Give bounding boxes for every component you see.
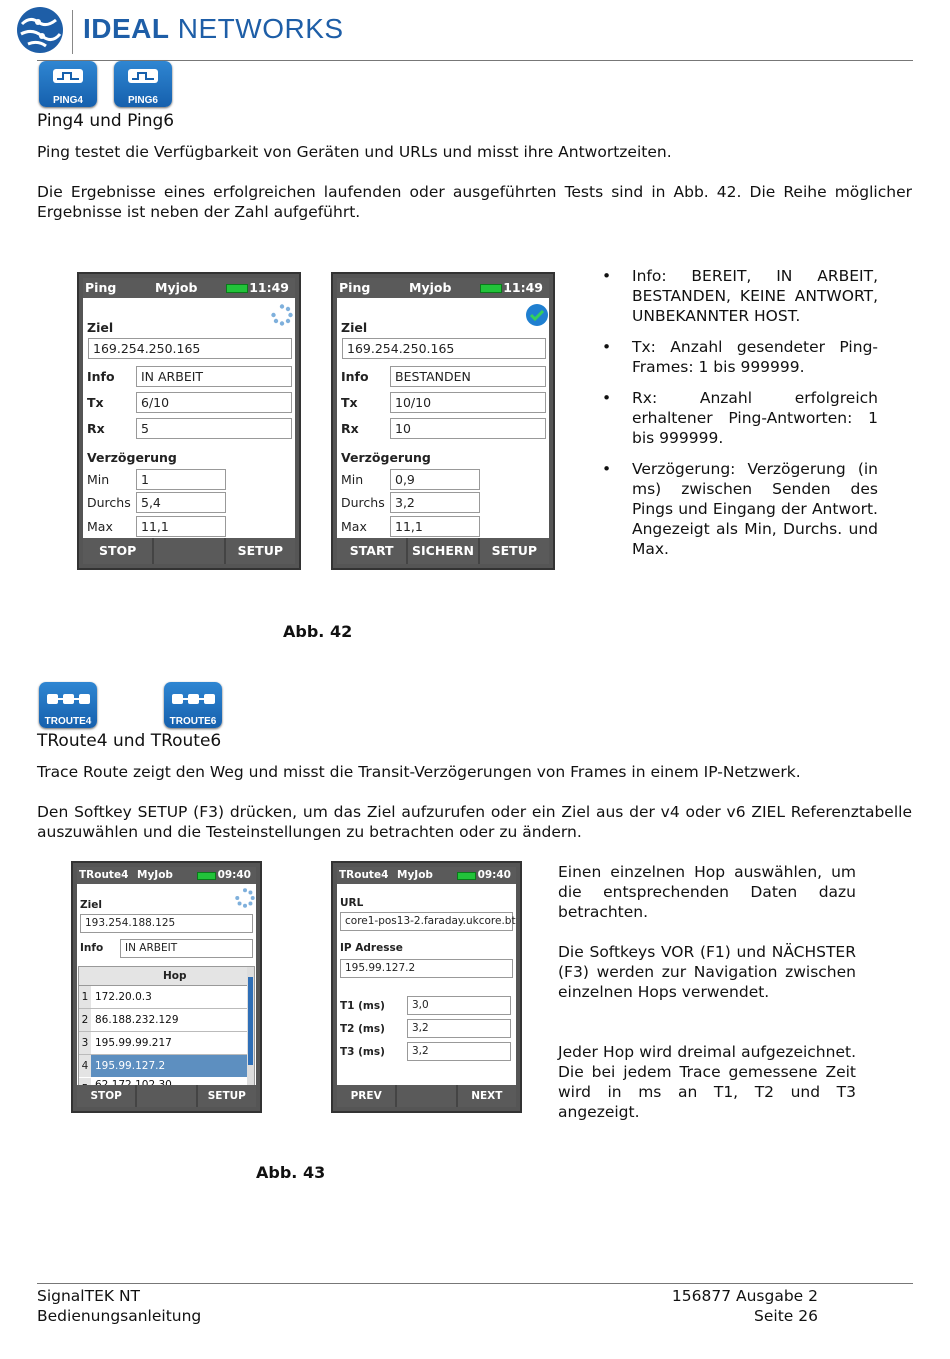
info-label: Info	[87, 369, 115, 384]
prev-softkey[interactable]: PREV	[337, 1085, 397, 1107]
table-row[interactable]	[79, 986, 254, 1009]
app-name: TRoute4	[339, 869, 389, 881]
list-item: • Rx: Anzahl erfolgreich erhaltener Ping-Antworten: 1 bis 999999.	[602, 388, 878, 448]
job-name: Myjob	[409, 280, 452, 295]
delay-label: Verzögerung	[87, 450, 177, 465]
ping-screen-running	[77, 272, 301, 570]
company-logo	[16, 6, 64, 54]
clock-time: 11:49	[503, 280, 543, 295]
ping4-app-icon: PING4	[39, 61, 97, 107]
t3-field: 3,2	[407, 1042, 511, 1061]
ping-result-list	[602, 266, 878, 570]
ziel-label: Ziel	[341, 320, 368, 335]
job-name: MyJob	[397, 869, 433, 881]
troute-setup-paragraph: Den Softkey SETUP (F3) drücken, um das Ziel aufzurufen oder ein Ziel aus der v4 oder v6 ZIEL Referenztabelle auszuwählen und die Testeinstellungen zu betrachten oder zu ändern.	[37, 803, 912, 841]
stop-softkey[interactable]: STOP	[77, 1085, 137, 1107]
tx-label: Tx	[341, 395, 358, 410]
troute-screen-hop-detail	[331, 861, 522, 1113]
hop-ip: 86.188.232.129	[95, 1014, 179, 1026]
ziel-field[interactable]: 169.254.250.165	[88, 338, 292, 359]
avg-label: Durchs	[87, 495, 131, 510]
ip-address-label: IP Adresse	[340, 942, 403, 954]
hop-select-paragraph: Einen einzelnen Hop auswählen, um die entsprechenden Daten dazu betrachten.	[558, 863, 856, 921]
footer-product: SignalTEK NT	[37, 1287, 141, 1305]
job-name: Myjob	[155, 280, 198, 295]
troute4-app-icon: TROUTE4	[39, 682, 97, 728]
empty-softkey[interactable]	[154, 538, 225, 564]
ping-screen-passed	[331, 272, 555, 570]
tx-field: 6/10	[136, 392, 292, 413]
tx-label: Tx	[87, 395, 104, 410]
max-field: 11,1	[136, 516, 226, 537]
ziel-label: Ziel	[87, 320, 114, 335]
list-item: • Verzögerung: Verzögerung (in ms) zwischen Senden des Pings und Eingang der Antwort. Angezeigt als Min, Durchs. und Max.	[602, 459, 878, 559]
info-field: IN ARBEIT	[136, 366, 292, 387]
ping-intro-paragraph: Ping testet die Verfügbarkeit von Geräten und URLs und misst ihre Antwortzeiten.	[37, 143, 672, 161]
troute6-app-icon: TROUTE6	[164, 682, 222, 728]
clock-time: 09:40	[477, 869, 511, 881]
avg-label: Durchs	[341, 495, 385, 510]
battery-icon	[197, 872, 216, 880]
footer-rule	[37, 1283, 913, 1284]
troute-screen-hops	[71, 861, 262, 1113]
job-name: MyJob	[137, 869, 173, 881]
info-label: Info	[80, 942, 104, 954]
hop-record-paragraph: Jeder Hop wird dreimal aufgezeichnet. Die bei jedem Trace gemessene Zeit wird in ms an T1, T2 und T3 angezeigt.	[558, 1043, 856, 1121]
avg-field: 3,2	[390, 492, 480, 513]
ziel-label: Ziel	[80, 899, 102, 911]
figure-caption-42: Abb. 42	[283, 622, 353, 641]
min-field: 1	[136, 469, 226, 490]
app-name: Ping	[339, 280, 371, 295]
hop-ip: 172.20.0.3	[95, 991, 152, 1003]
max-label: Max	[87, 519, 113, 534]
next-softkey[interactable]: NEXT	[471, 1090, 503, 1102]
rx-field: 10	[390, 418, 546, 439]
empty-softkey[interactable]	[397, 1085, 457, 1107]
min-label: Min	[341, 472, 364, 487]
ip-address-field: 195.99.127.2	[340, 959, 513, 978]
footer-doc-type: Bedienungsanleitung	[37, 1307, 202, 1325]
hop-number: 3	[79, 1032, 91, 1054]
max-field: 11,1	[390, 516, 480, 537]
busy-spinner-icon	[271, 304, 293, 326]
rx-label: Rx	[341, 421, 359, 436]
t3-label: T3 (ms)	[340, 1046, 385, 1058]
section-title-troute: TRoute4 und TRoute6	[37, 731, 222, 751]
avg-field: 5,4	[136, 492, 226, 513]
list-item: • Tx: Anzahl gesendeter Ping-Frames: 1 bis 999999.	[602, 337, 878, 377]
ziel-field[interactable]: 169.254.250.165	[342, 338, 546, 359]
busy-spinner-icon	[235, 888, 255, 908]
stop-softkey[interactable]: STOP	[83, 538, 154, 564]
logo-divider	[72, 10, 73, 54]
globe-logo-icon	[16, 6, 64, 54]
ziel-field[interactable]: 193.254.188.125	[80, 914, 253, 933]
battery-icon	[457, 872, 476, 880]
hop-ip: 195.99.127.2	[95, 1060, 166, 1072]
delay-label: Verzögerung	[341, 450, 431, 465]
hop-table	[78, 966, 255, 1086]
hop-number: 1	[79, 986, 91, 1008]
setup-softkey[interactable]: SETUP	[237, 543, 284, 558]
section-title-ping: Ping4 und Ping6	[37, 111, 175, 131]
table-row[interactable]	[79, 1009, 254, 1032]
t1-field: 3,0	[407, 996, 511, 1015]
pass-check-icon	[525, 303, 549, 327]
clock-time: 09:40	[217, 869, 251, 881]
ping6-app-icon: PING6	[114, 61, 172, 107]
min-field: 0,9	[390, 469, 480, 490]
info-label: Info	[341, 369, 369, 384]
app-name: TRoute4	[79, 869, 129, 881]
table-row[interactable]	[79, 1032, 254, 1055]
brand-name: IDEAL NETWORKS	[83, 13, 344, 44]
rx-label: Rx	[87, 421, 105, 436]
ping-results-paragraph: Die Ergebnisse eines erfolgreichen laufenden oder ausgeführten Tests sind in Abb. 42. Die Reihe möglicher Ergebnisse ist neben der Zahl aufgeführt.	[37, 183, 912, 221]
clock-time: 11:49	[249, 280, 289, 295]
setup-softkey[interactable]: SETUP	[207, 1090, 246, 1102]
hop-scrollbar[interactable]	[247, 967, 254, 1085]
empty-softkey[interactable]	[137, 1085, 197, 1107]
hop-number: 4	[79, 1055, 91, 1077]
t1-label: T1 (ms)	[340, 1000, 385, 1012]
info-field: BESTANDEN	[390, 366, 546, 387]
hop-ip: 195.99.99.217	[95, 1037, 172, 1049]
hop-number: 2	[79, 1009, 91, 1031]
t2-label: T2 (ms)	[340, 1023, 385, 1035]
footer-page-number: Seite 26	[754, 1307, 818, 1325]
save-softkey[interactable]: SICHERN	[408, 538, 479, 564]
troute-intro-paragraph: Trace Route zeigt den Weg und misst die Transit-Verzögerungen von Frames in einem IP-Netzwerk.	[37, 763, 801, 781]
rx-field: 5	[136, 418, 292, 439]
hop-column-header: Hop	[163, 970, 187, 982]
battery-icon	[480, 284, 502, 293]
softkeys-nav-paragraph: Die Softkeys VOR (F1) und NÄCHSTER (F3) werden zur Navigation zwischen einzelnen Hops verwendet.	[558, 943, 856, 1001]
list-item: • Info: BEREIT, IN ARBEIT, BESTANDEN, KEINE ANTWORT, UNBEKANNTER HOST.	[602, 266, 878, 326]
info-field: IN ARBEIT	[120, 939, 253, 958]
app-name: Ping	[85, 280, 117, 295]
max-label: Max	[341, 519, 367, 534]
url-label: URL	[340, 897, 364, 909]
url-field: core1-pos13-2.faraday.ukcore.bt	[340, 912, 513, 931]
footer-doc-code: 156877 Ausgabe 2	[671, 1287, 818, 1305]
tx-field: 10/10	[390, 392, 546, 413]
min-label: Min	[87, 472, 110, 487]
figure-caption-43: Abb. 43	[256, 1163, 326, 1182]
start-softkey[interactable]: START	[337, 538, 408, 564]
t2-field: 3,2	[407, 1019, 511, 1038]
battery-icon	[226, 284, 248, 293]
setup-softkey[interactable]: SETUP	[491, 543, 538, 558]
